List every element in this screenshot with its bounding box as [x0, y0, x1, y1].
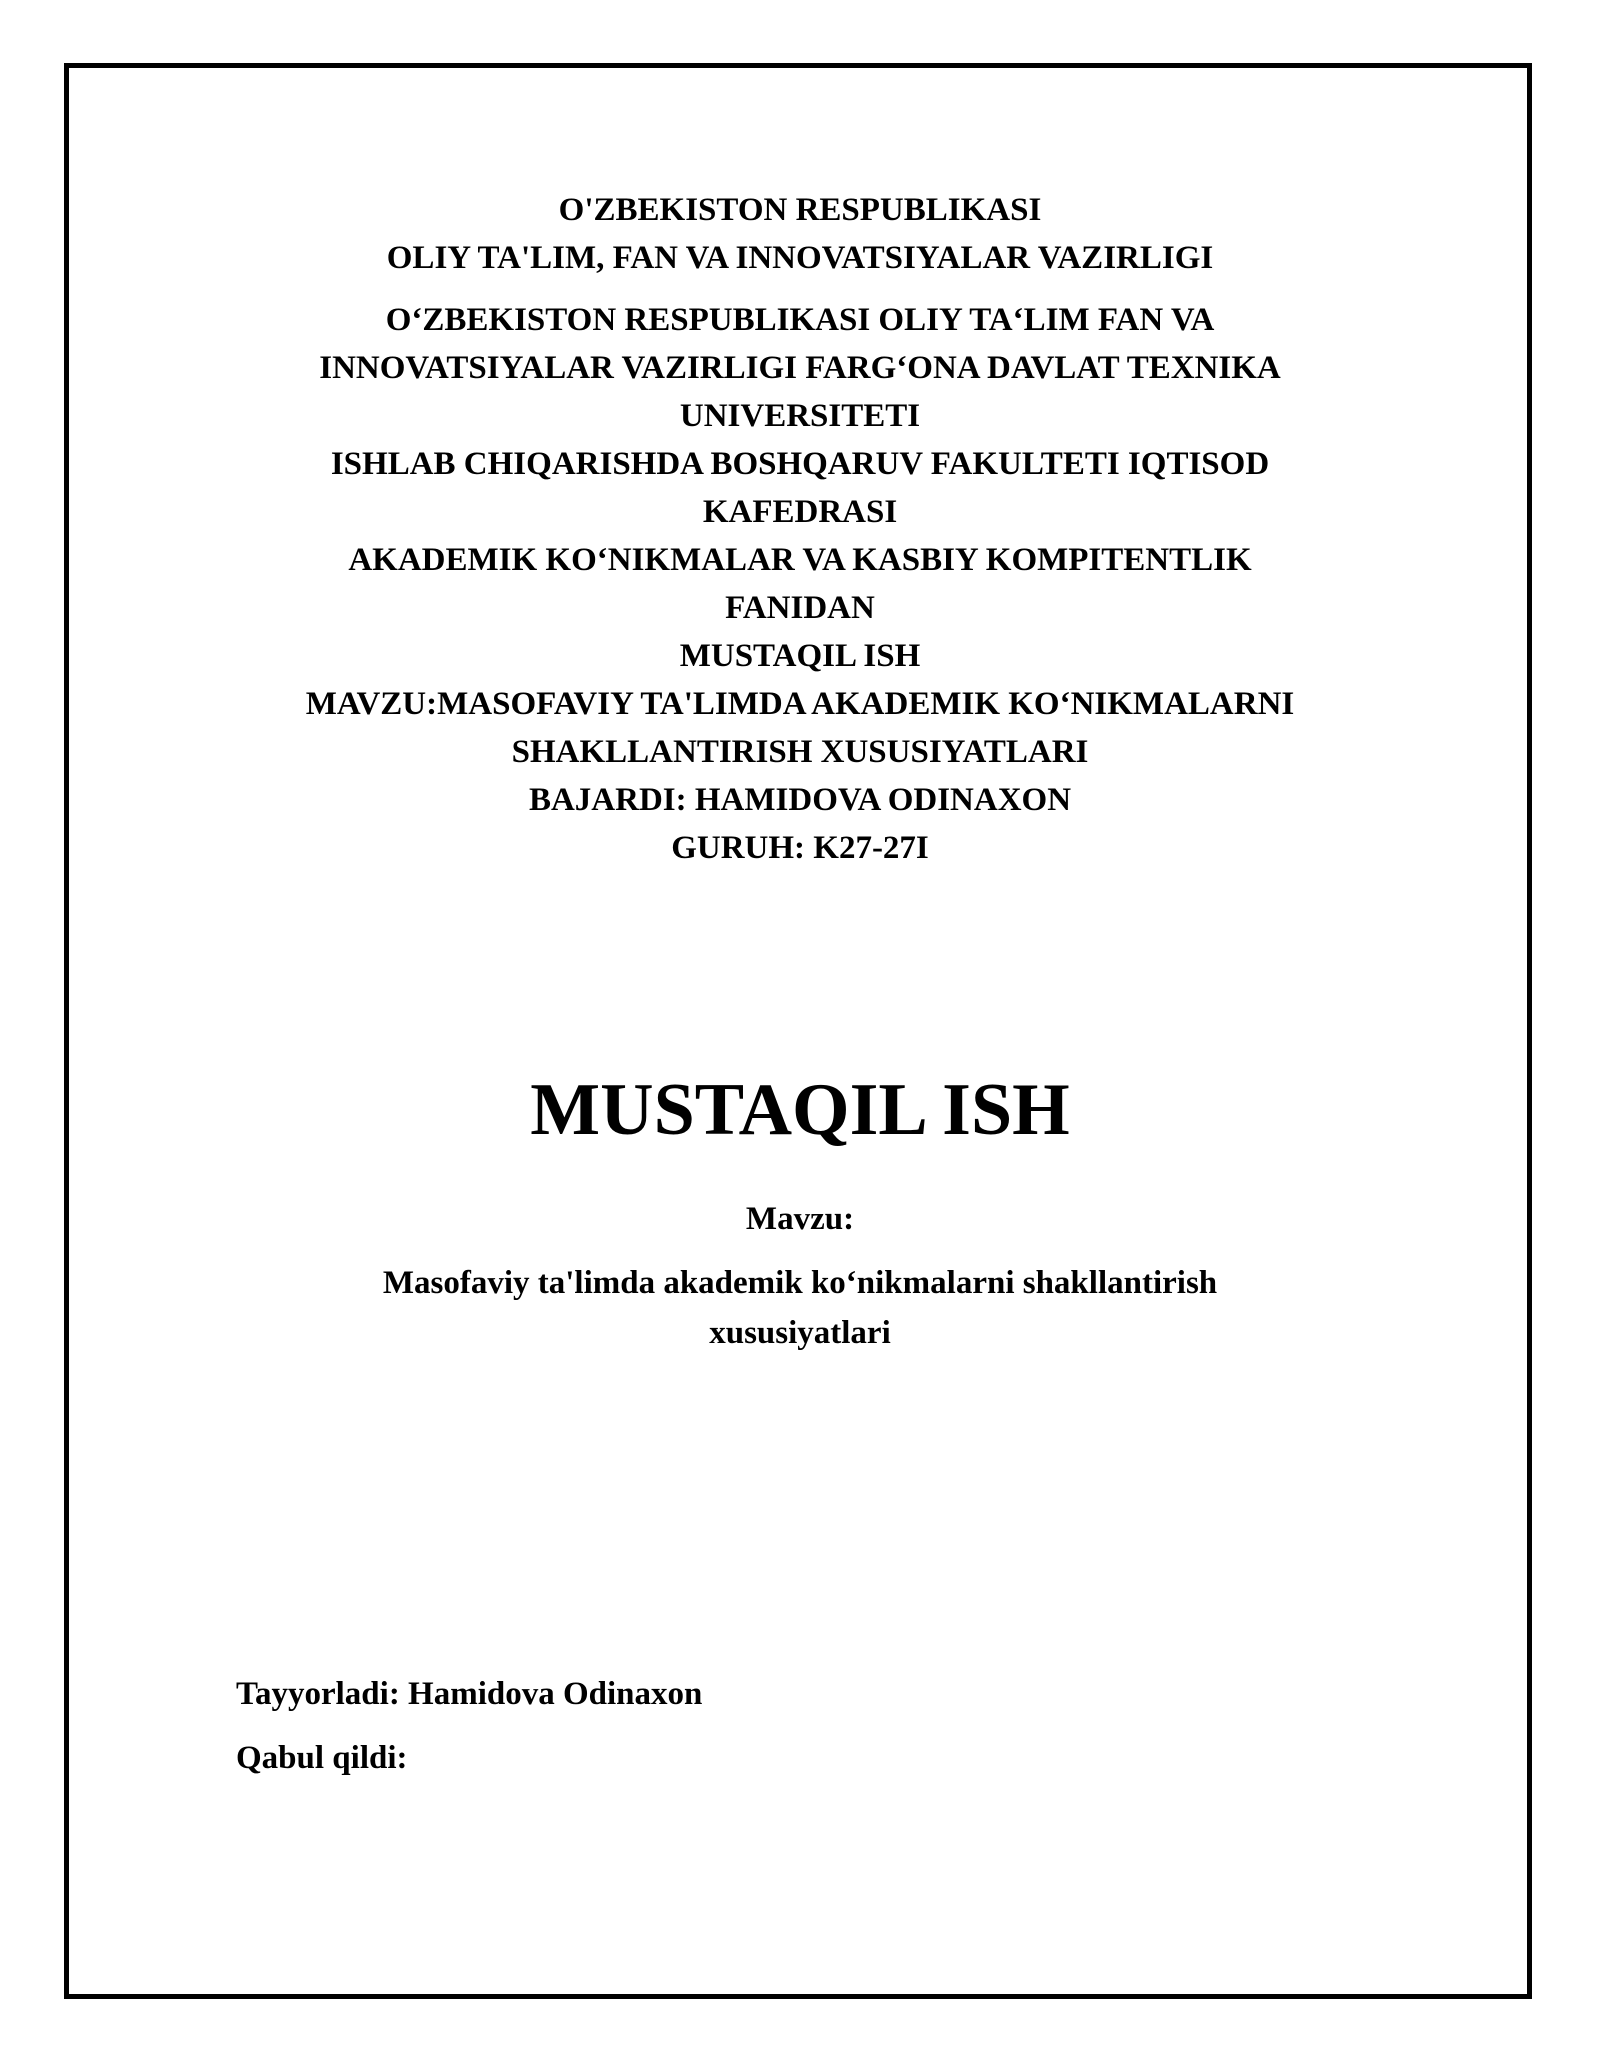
- header-subject-line-1: AKADEMIK KO‘NIKMALAR VA KASBIY KOMPITENTLIK: [348, 542, 1252, 578]
- header-ministry: OLIY TA'LIM, FAN VA INNOVATSIYALAR VAZIRLIGI: [386, 240, 1214, 276]
- header-work-type: MUSTAQIL ISH: [679, 638, 921, 674]
- topic-text-line-2: xususiyatlari: [709, 1315, 891, 1351]
- header-country: O'ZBEKISTON RESPUBLIKASI: [558, 192, 1042, 228]
- header-institution-line-3: UNIVERSITETI: [679, 398, 921, 434]
- document-header: [200, 186, 1400, 872]
- header-group: GURUH: K27-27I: [671, 830, 929, 866]
- prepared-by: Tayyorladi: Hamidova Odinaxon: [236, 1676, 703, 1712]
- topic-text: [300, 1258, 1300, 1358]
- header-topic-line-2: SHAKLLANTIRISH XUSUSIYATLARI: [511, 734, 1089, 770]
- header-subject-line-2: FANIDAN: [725, 590, 875, 626]
- main-title: MUSTAQIL ISH: [530, 1069, 1070, 1151]
- header-institution-line-1: O‘ZBEKISTON RESPUBLIKASI OLIY TA‘LIM FAN VA: [385, 302, 1215, 338]
- header-topic-line-1: MAVZU:MASOFAVIY TA'LIMDA AKADEMIK KO‘NIKMALARNI: [305, 686, 1295, 722]
- topic-label: Mavzu:: [745, 1201, 855, 1237]
- accepted-by: Qabul qildi:: [236, 1740, 408, 1776]
- header-faculty-line-2: KAFEDRASI: [702, 494, 898, 530]
- header-faculty-line-1: ISHLAB CHIQARISHDA BOSHQARUV FAKULTETI IQTISOD: [330, 446, 1270, 482]
- header-institution-line-2: INNOVATSIYALAR VAZIRLIGI FARG‘ONA DAVLAT TEXNIKA: [319, 350, 1281, 386]
- header-author: BAJARDI: HAMIDOVA ODINAXON: [528, 782, 1072, 818]
- topic-text-line-1: Masofaviy ta'limda akademik ko‘nikmalarni shakllantirish: [382, 1265, 1218, 1301]
